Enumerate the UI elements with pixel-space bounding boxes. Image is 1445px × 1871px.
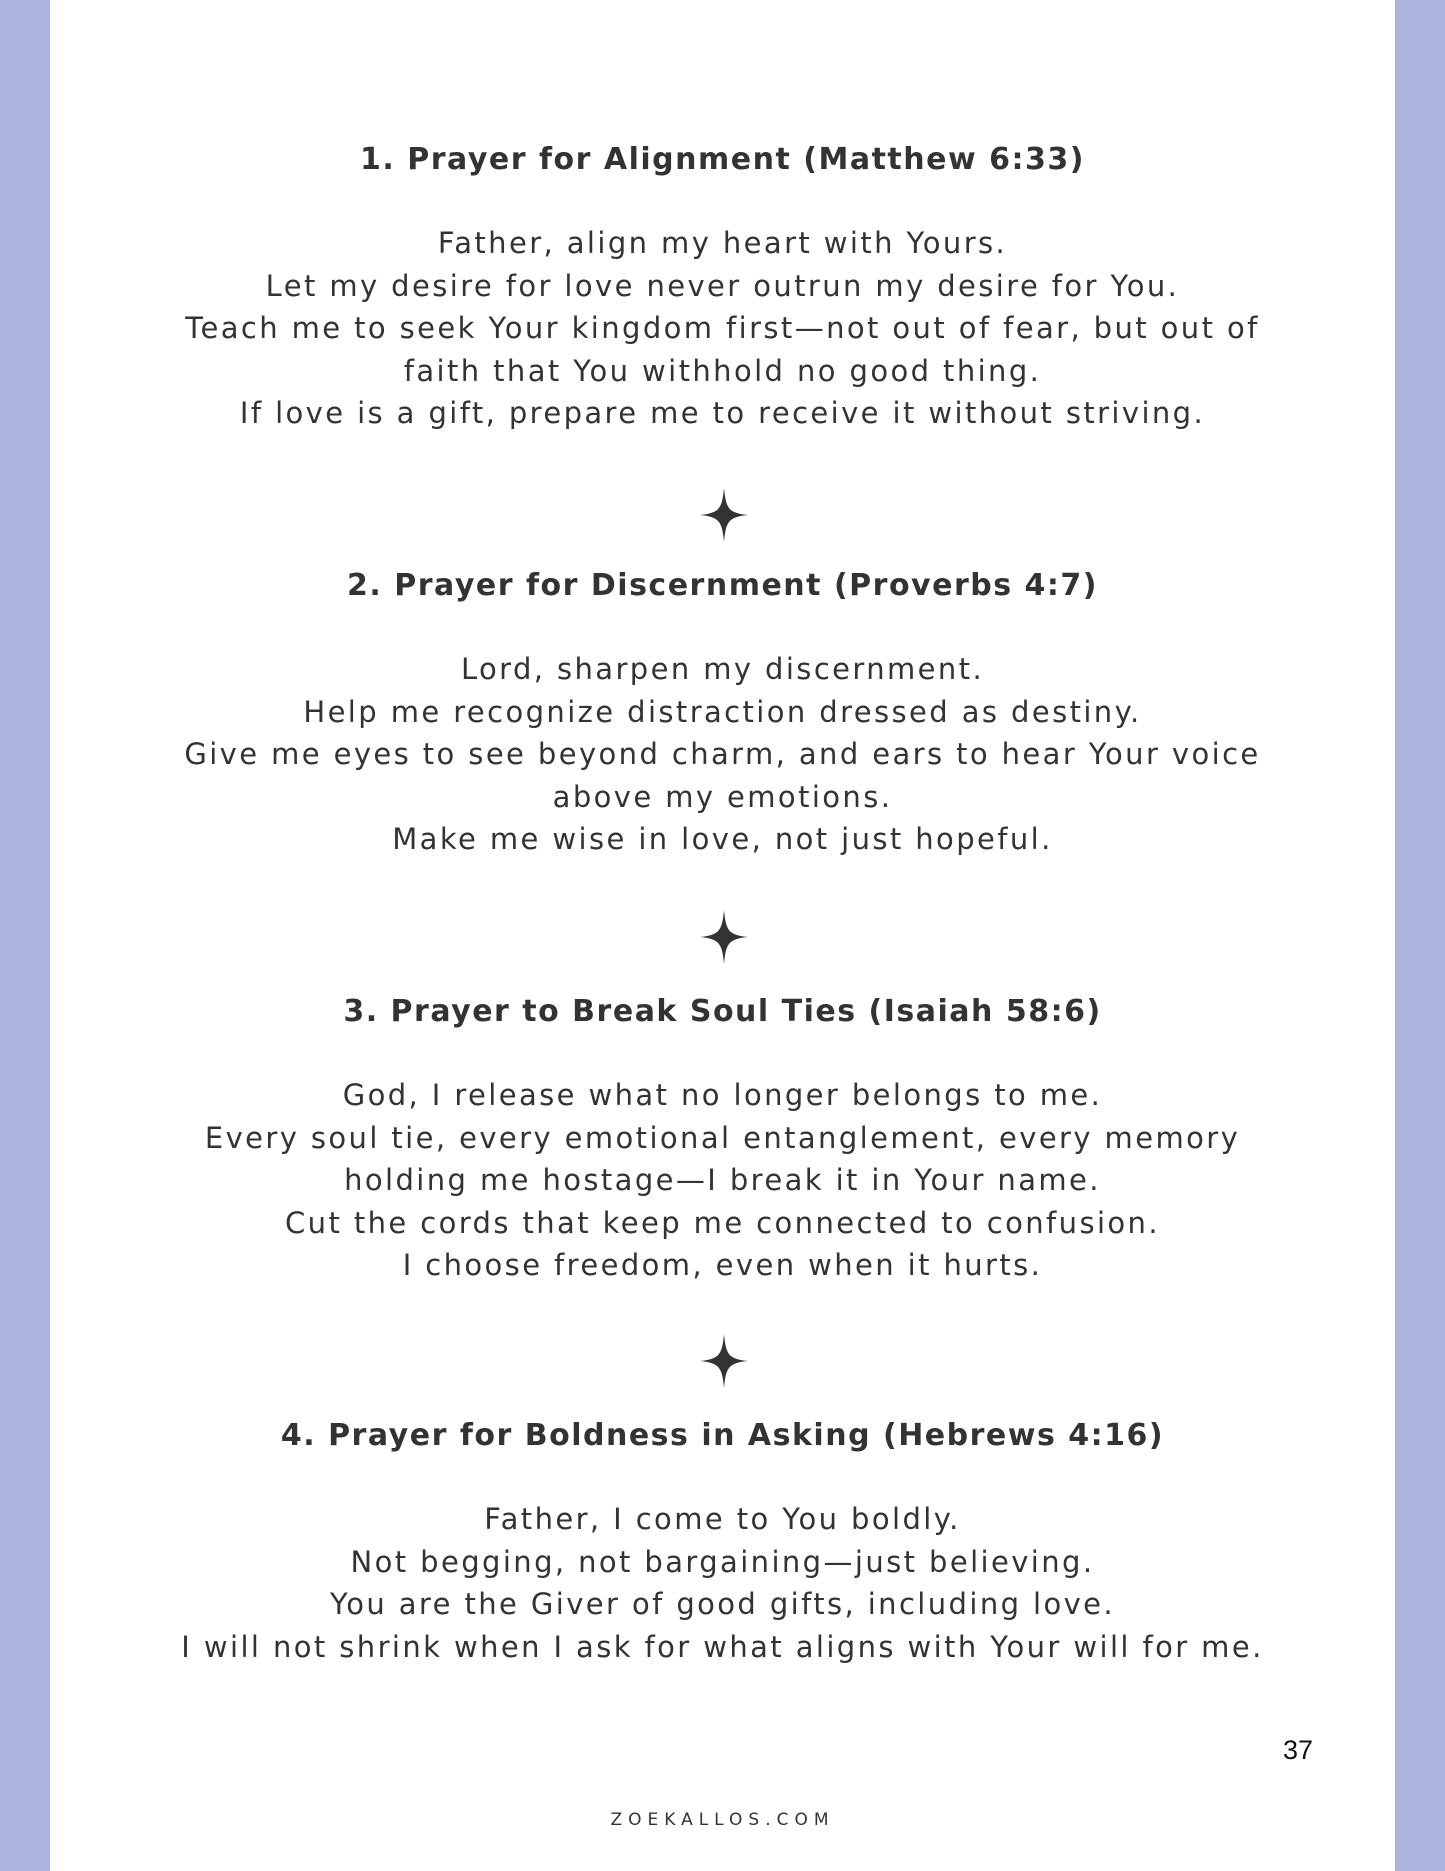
- prayer-line: Let my desire for love never outrun my desire for You.: [265, 268, 1180, 303]
- prayer-section-4: [50, 1416, 1395, 1668]
- page-number: 37: [1282, 1735, 1313, 1765]
- prayer-line: I will not shrink when I ask for what aligns with Your will for me.: [181, 1629, 1264, 1664]
- prayer-section-3: [50, 992, 1395, 1287]
- prayer-line: I choose freedom, even when it hurts.: [402, 1248, 1043, 1283]
- prayer-body: [50, 648, 1395, 861]
- prayer-line: holding me hostage—I break it in Your name.: [344, 1163, 1101, 1198]
- prayer-section-1: [50, 140, 1395, 435]
- prayer-line: You are the Giver of good gifts, including love.: [329, 1587, 1116, 1622]
- prayer-line: If love is a gift, prepare me to receive it without striving.: [239, 396, 1206, 431]
- footer-website: ZOEKALLOS.COM: [610, 1810, 835, 1830]
- prayer-body: [50, 1498, 1395, 1668]
- four-point-star-icon: [700, 910, 748, 964]
- prayer-body: [50, 1074, 1395, 1287]
- prayer-line: Lord, sharpen my discernment.: [460, 652, 985, 686]
- four-point-star-icon: [700, 488, 748, 542]
- four-point-star-icon: [700, 1334, 748, 1388]
- prayer-heading: 1. Prayer for Alignment (Matthew 6:33): [360, 142, 1085, 177]
- prayer-line: Every soul tie, every emotional entanglement, every memory: [204, 1120, 1241, 1155]
- page: [50, 0, 1395, 1871]
- prayer-line: Make me wise in love, not just hopeful.: [392, 822, 1053, 857]
- prayer-heading: 3. Prayer to Break Soul Ties (Isaiah 58:6): [343, 994, 1102, 1029]
- prayer-line: faith that You withhold no good thing.: [403, 353, 1042, 388]
- prayer-heading: 4. Prayer for Boldness in Asking (Hebrews 4:16): [280, 1418, 1165, 1453]
- prayer-line: God, I release what no longer belongs to me.: [342, 1078, 1103, 1112]
- prayer-body: [50, 222, 1395, 435]
- prayer-line: Help me recognize distraction dressed as destiny.: [303, 694, 1142, 729]
- prayer-section-2: [50, 566, 1395, 861]
- prayer-line: Not begging, not bargaining—just believing.: [350, 1544, 1095, 1579]
- prayer-heading: 2. Prayer for Discernment (Proverbs 4:7): [347, 568, 1098, 603]
- prayer-line: above my emotions.: [552, 779, 893, 814]
- prayer-line: Cut the cords that keep me connected to confusion.: [285, 1205, 1160, 1240]
- prayer-line: Teach me to seek Your kingdom first—not out of fear, but out of: [185, 311, 1260, 346]
- prayer-line: Give me eyes to see beyond charm, and ears to hear Your voice: [184, 737, 1261, 772]
- prayer-line: Father, I come to You boldly.: [484, 1502, 961, 1536]
- prayer-line: Father, align my heart with Yours.: [437, 226, 1008, 260]
